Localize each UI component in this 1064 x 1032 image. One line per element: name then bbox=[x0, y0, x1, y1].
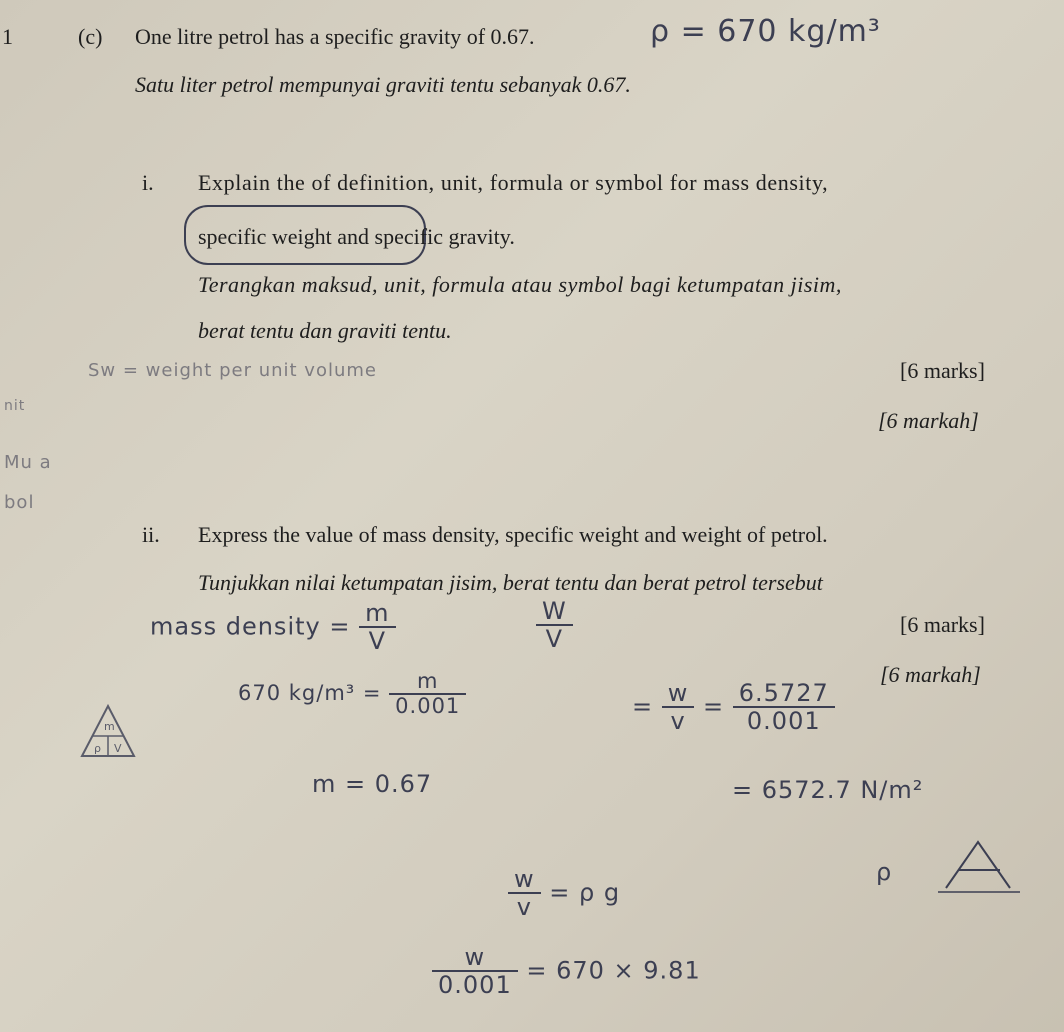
hw-sw-num: 6.5727 bbox=[733, 680, 835, 708]
sub-i-marks-english: [6 marks] bbox=[900, 358, 985, 383]
intro-malay: Satu liter petrol mempunyai graviti tentu sebanyak 0.67. bbox=[135, 72, 631, 97]
hw-frac-w: W bbox=[536, 598, 573, 626]
hw-sw-w: w bbox=[662, 680, 695, 708]
intro-english-text: One litre petrol has a specific gravity of 0.67. bbox=[135, 24, 535, 49]
hw-sw-eq2: = bbox=[703, 692, 725, 721]
hw-sw-frac2 bbox=[733, 680, 835, 735]
handwritten-sw-note: Sw = weight per unit volume bbox=[88, 360, 377, 381]
hw-frac-v: V bbox=[368, 627, 387, 656]
hw-specific-weight bbox=[632, 680, 835, 735]
hw-sw-den: 0.001 bbox=[746, 707, 821, 736]
sub-i-english-line1: Explain the of definition, unit, formula or symbol for mass density, bbox=[198, 170, 829, 195]
question-number: 1 bbox=[2, 24, 13, 49]
hw-wv-v: v bbox=[516, 893, 532, 922]
sub-i-english-line2: specific weight and specific gravity. bbox=[198, 224, 515, 249]
margin-note-2: Mu a bbox=[4, 452, 52, 473]
hw-final-rhs: = 670 × 9.81 bbox=[526, 956, 701, 985]
hw-wv-rhs: = ρ g bbox=[549, 878, 621, 907]
sub-ii-english: Express the value of mass density, specific weight and weight of petrol. bbox=[198, 522, 828, 547]
hw-mass-density-label: mass density = bbox=[150, 612, 351, 641]
hw-final bbox=[432, 944, 701, 999]
sub-ii-malay: Tunjukkan nilai ketumpatan jisim, berat tentu dan berat petrol tersebut bbox=[198, 570, 823, 595]
hw-wv-w: w bbox=[508, 866, 541, 894]
margin-note-3: bol bbox=[4, 492, 35, 513]
hw-step-m: m bbox=[389, 670, 466, 695]
hw-sw-result: = 6572.7 N/m² bbox=[732, 776, 924, 804]
hw-result-m: m = 0.67 bbox=[312, 770, 433, 798]
sub-ii-label: ii. bbox=[142, 522, 160, 547]
tri-m: m bbox=[104, 720, 115, 733]
tri-rho: ρ bbox=[94, 742, 101, 755]
hw-w-over-v-frac bbox=[536, 598, 573, 653]
hw-weight-relation bbox=[508, 866, 620, 921]
hw-final-w: w bbox=[432, 944, 518, 972]
hw-frac-v2: V bbox=[545, 625, 564, 654]
hw-step-670-left: 670 kg/m³ = bbox=[238, 681, 382, 706]
sub-i-malay-line1: Terangkan maksud, unit, formula atau symbol bagi ketumpatan jisim, bbox=[198, 272, 842, 297]
hw-final-den: 0.001 bbox=[438, 971, 512, 1000]
hw-step-670 bbox=[238, 670, 466, 718]
hw-final-frac bbox=[432, 944, 518, 999]
hw-sw-frac1 bbox=[662, 680, 695, 735]
hw-frac-m: m bbox=[359, 600, 395, 628]
sub-ii-marks-malay: [6 markah] bbox=[880, 662, 981, 687]
hw-step-frac bbox=[389, 670, 466, 718]
hw-rho-symbol: ρ bbox=[876, 858, 893, 886]
hw-sw-v: v bbox=[670, 707, 686, 736]
intro-english bbox=[135, 24, 535, 50]
sub-ii-marks-english: [6 marks] bbox=[900, 612, 985, 637]
sub-i-marks-malay: [6 markah] bbox=[878, 408, 979, 433]
question-part: (c) bbox=[78, 24, 103, 49]
hw-triangle-icon bbox=[938, 836, 1020, 898]
hw-wv-frac bbox=[508, 866, 541, 921]
handwritten-rho-note: ρ = 670 kg/m³ bbox=[650, 14, 881, 49]
hw-w-over-v bbox=[536, 598, 573, 653]
hw-mass-density bbox=[150, 600, 396, 655]
tri-v: V bbox=[114, 742, 122, 755]
sub-i-malay-line2: berat tentu dan graviti tentu. bbox=[198, 318, 452, 343]
hw-m-over-v bbox=[359, 600, 395, 655]
margin-note-1: nit bbox=[4, 398, 26, 414]
sub-i-label: i. bbox=[142, 170, 154, 195]
margin-triangle-icon bbox=[78, 700, 138, 762]
hw-step-0001: 0.001 bbox=[395, 694, 461, 719]
hw-sw-eq: = bbox=[632, 692, 654, 721]
